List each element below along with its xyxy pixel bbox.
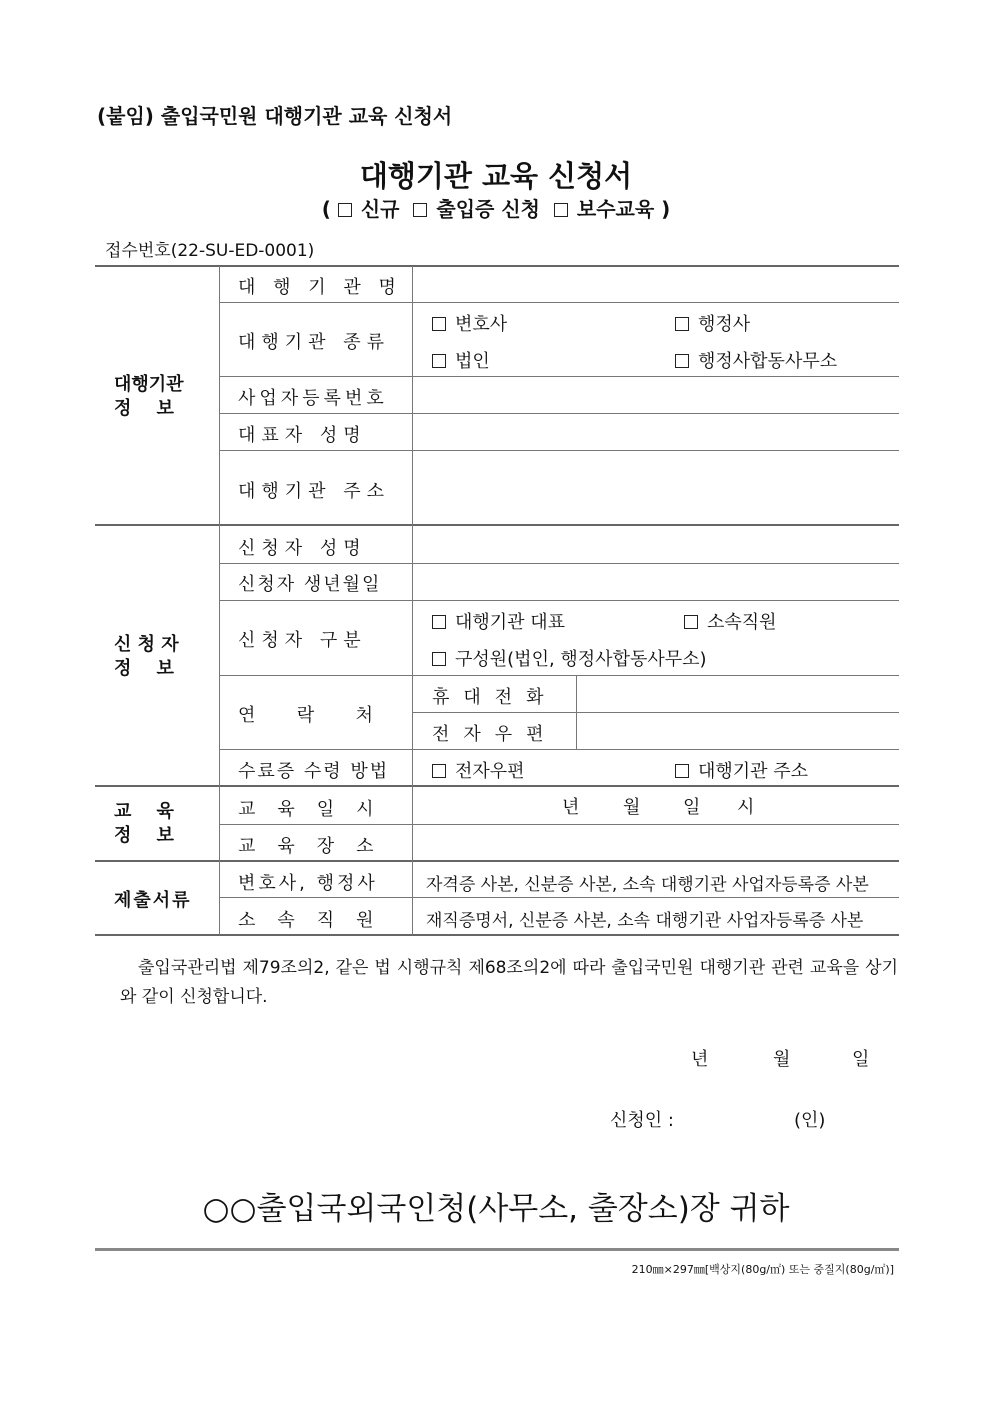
agency-type-label: 대행기관 종류 (238, 332, 391, 353)
application-statement: 출입국관리법 제79조의2, 같은 법 시행규칙 제68조의2에 따라 출입국민원 대행기관 관련 교육을 상기와 같이 신청합니다. (120, 958, 898, 1007)
agency-type-option-lawyer[interactable]: 변호사 (432, 310, 507, 336)
agency-name-field[interactable] (414, 268, 898, 301)
table-bottom-border (95, 934, 899, 936)
category-option-agency-rep[interactable]: 대행기관 대표 (432, 608, 565, 634)
staff-docs: 재직증명서, 신분증 사본, 소속 대행기관 사업자등록증 사본 (426, 911, 864, 931)
email-label: 전자우편 (432, 724, 558, 745)
edu-date-hour: 시 (737, 797, 755, 818)
biz-reg-field[interactable] (414, 378, 898, 412)
checkbox-icon[interactable] (684, 615, 698, 629)
sign-date-day: 일 (852, 1049, 870, 1070)
option-pass-label: 출입증 신청 (436, 197, 540, 221)
rep-name-label: 대표자 성명 (238, 425, 367, 446)
applicant-name-label: 신청자 성명 (238, 538, 367, 559)
applicant-signature-label: 신청인 : (610, 1110, 674, 1131)
receipt-number: 접수번호(22-SU-ED-0001) (105, 241, 315, 261)
subtitle-open-paren: ( (321, 197, 331, 221)
cert-method-label: 수료증 수령 방법 (238, 761, 390, 782)
documents-section-heading: 제출서류 (114, 890, 192, 911)
checkbox-icon[interactable] (675, 354, 689, 368)
checkbox-icon[interactable] (432, 652, 446, 666)
agency-type-option-corp[interactable]: 법인 (432, 347, 490, 373)
cert-option-email[interactable]: 전자우편 (432, 757, 525, 783)
biz-reg-label: 사업자등록번호 (238, 388, 388, 409)
attachment-title: (붙임) 출입국민원 대행기관 교육 신청서 (97, 104, 453, 128)
edu-place-field[interactable] (414, 826, 898, 859)
checkbox-icon[interactable] (432, 615, 446, 629)
section-divider (95, 524, 899, 526)
agency-section-heading: 대행기관 정 보 (114, 374, 184, 419)
checkbox-icon[interactable] (432, 317, 446, 331)
option-refresher-label: 보수교육 (576, 197, 655, 221)
section-divider (95, 860, 899, 862)
checkbox-icon[interactable] (675, 764, 689, 778)
applicant-dob-field[interactable] (414, 565, 898, 599)
lawyer-admin-label: 변호사, 행정사 (238, 873, 378, 894)
applicant-dob-label: 신청자 생년월일 (238, 574, 382, 595)
applicant-name-field[interactable] (414, 528, 898, 562)
edu-date-day: 일 (683, 797, 701, 818)
sign-date-year: 년 (691, 1049, 709, 1070)
checkbox-icon[interactable] (675, 317, 689, 331)
category-option-member[interactable]: 구성원(법인, 행정사합동사무소) (432, 645, 707, 671)
table-top-border (95, 265, 899, 267)
section-divider (95, 785, 899, 787)
checkbox-pass-application[interactable] (413, 203, 427, 217)
edu-date-month: 월 (623, 797, 641, 818)
agency-address-label: 대행기관 주소 (238, 481, 391, 502)
seal-mark: (인) (794, 1110, 826, 1131)
edu-place-label: 교육장소 (238, 836, 396, 857)
form-title: 대행기관 교육 신청서 (359, 159, 633, 193)
edu-date-year: 년 (562, 797, 580, 818)
agency-type-option-joint-office[interactable]: 행정사합동사무소 (675, 347, 837, 373)
rep-name-field[interactable] (414, 415, 898, 449)
category-option-staff[interactable]: 소속직원 (684, 608, 777, 634)
phone-label: 휴대전화 (432, 687, 558, 708)
agency-name-label: 대 행 기 관 명 (238, 277, 402, 298)
sign-date-month: 월 (773, 1049, 791, 1070)
edu-date-label: 교육일시 (238, 799, 396, 820)
footer-divider (95, 1248, 899, 1251)
staff-label: 소속직원 (238, 910, 396, 931)
agency-address-field[interactable] (414, 452, 898, 523)
education-section-heading: 교 육 정 보 (114, 801, 174, 846)
checkbox-refresher[interactable] (554, 203, 568, 217)
recipient-office: ○○출입국외국인청(사무소, 출장소)장 귀하 (202, 1191, 790, 1227)
phone-field[interactable] (578, 677, 898, 711)
applicant-category-label: 신청자 구분 (238, 630, 367, 651)
option-new-label: 신규 (360, 197, 400, 221)
form-type-selector (0, 193, 992, 222)
email-field[interactable] (578, 714, 898, 748)
checkbox-icon[interactable] (432, 764, 446, 778)
agency-type-option-admin[interactable]: 행정사 (675, 310, 750, 336)
cert-option-address[interactable]: 대행기관 주소 (675, 757, 808, 783)
applicant-section-heading: 신 청 자 정 보 (114, 634, 179, 679)
signature-field[interactable] (690, 1100, 785, 1130)
checkbox-icon[interactable] (432, 354, 446, 368)
subtitle-close-paren: ) (661, 197, 671, 221)
checkbox-new[interactable] (338, 203, 352, 217)
contact-label: 연 락 처 (238, 705, 384, 726)
lawyer-admin-docs: 자격증 사본, 신분증 사본, 소속 대행기관 사업자등록증 사본 (426, 875, 869, 895)
paper-spec: 210㎜×297㎜[백상지(80g/㎡) 또는 중질지(80g/㎡)] (631, 1263, 894, 1276)
